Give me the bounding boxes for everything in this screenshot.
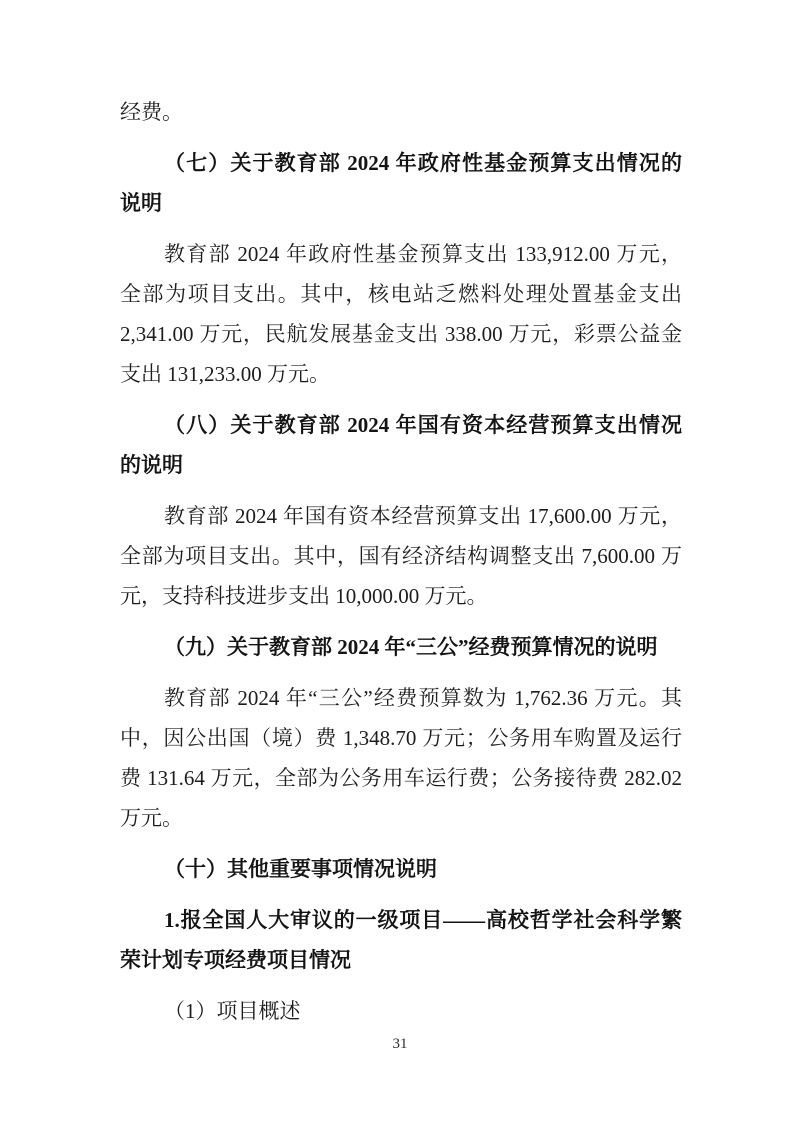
paragraph-continuation xyxy=(120,92,682,132)
text-line: 说明 xyxy=(120,191,162,215)
text-line: （七）关于教育部 2024 年政府性基金预算支出情况的 xyxy=(164,151,682,175)
text-line: 万元。 xyxy=(120,806,183,830)
document-body xyxy=(120,92,682,1042)
heading-section-7 xyxy=(120,143,682,223)
text-line: （1）项目概述 xyxy=(164,999,301,1023)
text-line: （十）其他重要事项情况说明 xyxy=(164,857,437,881)
text-line: 全部为项目支出。其中，核电站乏燃料处理处置基金支出 xyxy=(120,282,682,306)
text-line: 教育部 2024 年政府性基金预算支出 133,912.00 万元， xyxy=(164,242,682,266)
text-line: 的说明 xyxy=(120,453,183,477)
text-line: 教育部 2024 年“三公”经费预算数为 1,762.36 万元。其 xyxy=(164,686,682,710)
page-footer xyxy=(0,1033,800,1055)
heading-section-8 xyxy=(120,405,682,485)
text-line: 费 131.64 万元，全部为公务用车运行费；公务接待费 282.02 xyxy=(120,766,682,790)
paragraph-project-overview-label xyxy=(120,991,682,1031)
text-line: 元，支持科技进步支出 10,000.00 万元。 xyxy=(120,584,488,608)
paragraph-three-public-budget xyxy=(120,678,682,838)
text-line: 2,341.00 万元，民航发展基金支出 338.00 万元，彩票公益金 xyxy=(120,322,682,346)
text-line: 经费。 xyxy=(120,100,183,124)
text-line: 中，因公出国（境）费 1,348.70 万元；公务用车购置及运行 xyxy=(120,726,682,750)
text-line: （九）关于教育部 2024 年“三公”经费预算情况的说明 xyxy=(164,635,658,659)
text-line: 1.报全国人大审议的一级项目——高校哲学社会科学繁 xyxy=(164,908,682,932)
text-line: 教育部 2024 年国有资本经营预算支出 17,600.00 万元， xyxy=(164,504,682,528)
heading-section-9 xyxy=(120,627,682,667)
paragraph-gov-fund-budget xyxy=(120,234,682,394)
text-line: 全部为项目支出。其中，国有经济结构调整支出 7,600.00 万 xyxy=(120,544,682,568)
subheading-item-1 xyxy=(120,900,682,980)
heading-section-10 xyxy=(120,849,682,889)
text-line: （八）关于教育部 2024 年国有资本经营预算支出情况 xyxy=(164,413,682,437)
text-line: 支出 131,233.00 万元。 xyxy=(120,362,330,386)
paragraph-state-capital-budget xyxy=(120,496,682,616)
page-number: 31 xyxy=(392,1036,408,1052)
text-line: 荣计划专项经费项目情况 xyxy=(120,948,351,972)
